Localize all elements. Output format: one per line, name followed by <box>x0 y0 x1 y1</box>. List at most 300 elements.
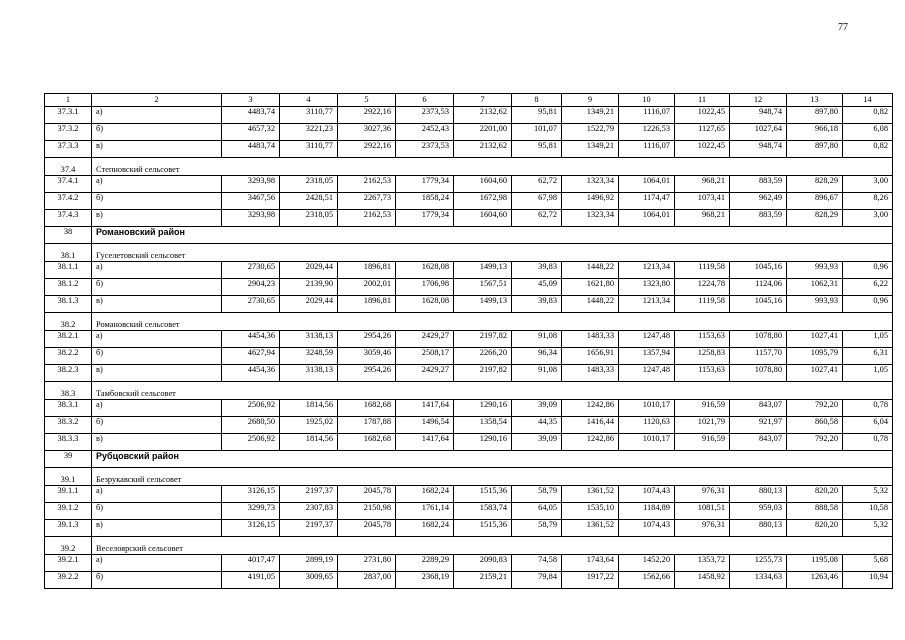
table-cell: 1153,63 <box>675 365 730 382</box>
table-cell: 1153,63 <box>675 331 730 348</box>
table-cell: 1361,52 <box>562 520 619 537</box>
settlement-name: Тамбовский сельсовет <box>92 382 893 400</box>
table-cell: 1628,08 <box>396 262 454 279</box>
table-cell: 1247,48 <box>619 331 675 348</box>
table-cell: 79,84 <box>512 572 562 589</box>
table-cell: 8,26 <box>843 193 893 210</box>
table-cell: 2954,26 <box>338 365 396 382</box>
table-cell: 948,74 <box>730 107 787 124</box>
table-cell: 921,97 <box>730 417 787 434</box>
table-cell: 39,09 <box>512 400 562 417</box>
table-cell: 1416,44 <box>562 417 619 434</box>
table-cell: 1896,81 <box>338 296 396 313</box>
table-cell: 1896,81 <box>338 262 396 279</box>
settlement-name: Романовский сельсовет <box>92 313 893 331</box>
table-cell: 4454,36 <box>222 331 280 348</box>
table-cell: 91,08 <box>512 365 562 382</box>
table-cell: 897,80 <box>787 107 843 124</box>
table-cell: 1027,41 <box>787 331 843 348</box>
table-cell: 1255,73 <box>730 555 787 572</box>
region-name: Романовский район <box>92 227 893 244</box>
column-header: 7 <box>454 94 512 107</box>
table-cell: 3248,59 <box>280 348 338 365</box>
table-cell: 58,79 <box>512 520 562 537</box>
row-code: 39.1.1 <box>45 486 92 503</box>
row-variant: в) <box>92 141 222 158</box>
table-cell: 2132,62 <box>454 141 512 158</box>
row-code: 38.3 <box>45 382 92 400</box>
table-cell: 95,81 <box>512 141 562 158</box>
table-cell: 896,67 <box>787 193 843 210</box>
table-cell: 3,00 <box>843 176 893 193</box>
row-variant: а) <box>92 176 222 193</box>
table-cell: 1124,06 <box>730 279 787 296</box>
table-cell: 67,98 <box>512 193 562 210</box>
table-cell: 2954,26 <box>338 331 396 348</box>
table-cell: 1078,80 <box>730 331 787 348</box>
table-cell: 1452,20 <box>619 555 675 572</box>
table-cell: 2162,53 <box>338 210 396 227</box>
table-row <box>45 572 893 589</box>
table-cell: 1323,34 <box>562 176 619 193</box>
settlement-row <box>45 158 893 176</box>
table-cell: 880,13 <box>730 520 787 537</box>
row-variant: б) <box>92 572 222 589</box>
table-cell: 1672,98 <box>454 193 512 210</box>
table-cell: 2139,90 <box>280 279 338 296</box>
table-cell: 3,00 <box>843 210 893 227</box>
table-cell: 2201,00 <box>454 124 512 141</box>
table-cell: 2162,53 <box>338 176 396 193</box>
table-cell: 888,58 <box>787 503 843 520</box>
table-cell: 3221,23 <box>280 124 338 141</box>
row-variant: б) <box>92 279 222 296</box>
row-code: 39.1.3 <box>45 520 92 537</box>
row-variant: б) <box>92 417 222 434</box>
table-cell: 1045,16 <box>730 296 787 313</box>
table-cell: 1496,54 <box>396 417 454 434</box>
table-cell: 1515,36 <box>454 486 512 503</box>
table-cell: 1157,70 <box>730 348 787 365</box>
table-cell: 3293,98 <box>222 176 280 193</box>
region-row <box>45 227 893 244</box>
table-cell: 1226,53 <box>619 124 675 141</box>
table-cell: 1334,63 <box>730 572 787 589</box>
table-cell: 1195,08 <box>787 555 843 572</box>
table-cell: 1290,16 <box>454 400 512 417</box>
table-cell: 2508,17 <box>396 348 454 365</box>
table-cell: 1064,01 <box>619 210 675 227</box>
table-cell: 2506,92 <box>222 400 280 417</box>
table-cell: 3059,46 <box>338 348 396 365</box>
table-cell: 1323,80 <box>619 279 675 296</box>
table-cell: 1010,17 <box>619 400 675 417</box>
row-variant: б) <box>92 503 222 520</box>
table-cell: 968,21 <box>675 176 730 193</box>
header-row <box>45 94 893 107</box>
table-cell: 0,82 <box>843 107 893 124</box>
table-cell: 1116,07 <box>619 141 675 158</box>
table-cell: 0,82 <box>843 141 893 158</box>
table-cell: 1,05 <box>843 331 893 348</box>
table-cell: 820,20 <box>787 520 843 537</box>
table-cell: 1010,17 <box>619 434 675 451</box>
table-cell: 1349,21 <box>562 141 619 158</box>
data-table <box>44 93 893 589</box>
table-cell: 2090,83 <box>454 555 512 572</box>
table-cell: 2680,50 <box>222 417 280 434</box>
table-cell: 3009,65 <box>280 572 338 589</box>
table-cell: 2267,73 <box>338 193 396 210</box>
table-cell: 1656,91 <box>562 348 619 365</box>
row-code: 38.2.2 <box>45 348 92 365</box>
table-cell: 1064,01 <box>619 176 675 193</box>
table-cell: 5,32 <box>843 520 893 537</box>
table-cell: 2428,51 <box>280 193 338 210</box>
table-cell: 4454,36 <box>222 365 280 382</box>
table-cell: 2132,62 <box>454 107 512 124</box>
table-cell: 843,07 <box>730 434 787 451</box>
table-cell: 1323,34 <box>562 210 619 227</box>
row-code: 39.1.2 <box>45 503 92 520</box>
table-cell: 1119,58 <box>675 262 730 279</box>
table-cell: 4483,74 <box>222 141 280 158</box>
row-code: 38.1.2 <box>45 279 92 296</box>
table-cell: 2002,01 <box>338 279 396 296</box>
table-cell: 1116,07 <box>619 107 675 124</box>
table-cell: 948,74 <box>730 141 787 158</box>
table-cell: 0,96 <box>843 262 893 279</box>
row-code: 38.2 <box>45 313 92 331</box>
table-cell: 1027,41 <box>787 365 843 382</box>
row-code: 37.3.3 <box>45 141 92 158</box>
row-variant: в) <box>92 520 222 537</box>
table-body <box>45 107 893 589</box>
table-cell: 1095,79 <box>787 348 843 365</box>
table-cell: 2429,27 <box>396 365 454 382</box>
table-cell: 6,08 <box>843 124 893 141</box>
table-row <box>45 331 893 348</box>
table-row <box>45 434 893 451</box>
row-code: 38.1 <box>45 244 92 262</box>
table-row <box>45 486 893 503</box>
table-cell: 1247,48 <box>619 365 675 382</box>
row-variant: в) <box>92 210 222 227</box>
table-cell: 1062,31 <box>787 279 843 296</box>
table-cell: 3027,36 <box>338 124 396 141</box>
table-cell: 1074,43 <box>619 486 675 503</box>
table-cell: 1027,64 <box>730 124 787 141</box>
table-cell: 1567,51 <box>454 279 512 296</box>
table-row <box>45 210 893 227</box>
table-row <box>45 503 893 520</box>
table-row <box>45 400 893 417</box>
settlement-row <box>45 313 893 331</box>
region-name: Рубцовский район <box>92 451 893 468</box>
table-row <box>45 262 893 279</box>
table-row <box>45 193 893 210</box>
row-code: 39.2.2 <box>45 572 92 589</box>
row-variant: б) <box>92 124 222 141</box>
table-cell: 1499,13 <box>454 296 512 313</box>
settlement-name: Гуселетовский сельсовет <box>92 244 893 262</box>
table-cell: 1213,34 <box>619 262 675 279</box>
table-row <box>45 348 893 365</box>
table-cell: 3110,77 <box>280 141 338 158</box>
table-cell: 1242,86 <box>562 434 619 451</box>
table-cell: 5,68 <box>843 555 893 572</box>
table-cell: 2922,16 <box>338 141 396 158</box>
table-cell: 2837,00 <box>338 572 396 589</box>
row-variant: в) <box>92 434 222 451</box>
table-cell: 792,20 <box>787 434 843 451</box>
table-cell: 1448,22 <box>562 262 619 279</box>
row-variant: в) <box>92 365 222 382</box>
table-row <box>45 176 893 193</box>
table-cell: 6,31 <box>843 348 893 365</box>
table-cell: 58,79 <box>512 486 562 503</box>
table-cell: 792,20 <box>787 400 843 417</box>
table-cell: 1515,36 <box>454 520 512 537</box>
row-code: 38.1.1 <box>45 262 92 279</box>
settlement-row <box>45 468 893 486</box>
row-code: 38.2.1 <box>45 331 92 348</box>
table-cell: 2045,78 <box>338 520 396 537</box>
table-cell: 1417,64 <box>396 434 454 451</box>
row-variant: а) <box>92 331 222 348</box>
table-row <box>45 417 893 434</box>
table-cell: 2159,21 <box>454 572 512 589</box>
table-cell: 2045,78 <box>338 486 396 503</box>
table-cell: 976,31 <box>675 486 730 503</box>
page-number: 77 <box>838 22 848 33</box>
table-cell: 4627,94 <box>222 348 280 365</box>
table-cell: 966,18 <box>787 124 843 141</box>
table-cell: 2318,05 <box>280 210 338 227</box>
column-header: 8 <box>512 94 562 107</box>
settlement-row <box>45 382 893 400</box>
table-cell: 1290,16 <box>454 434 512 451</box>
table-cell: 1925,02 <box>280 417 338 434</box>
row-variant: а) <box>92 262 222 279</box>
row-code: 37.4.3 <box>45 210 92 227</box>
table-cell: 916,59 <box>675 400 730 417</box>
table-cell: 1074,43 <box>619 520 675 537</box>
table-cell: 2029,44 <box>280 296 338 313</box>
row-variant: а) <box>92 486 222 503</box>
table-cell: 1045,16 <box>730 262 787 279</box>
table-cell: 74,58 <box>512 555 562 572</box>
table-cell: 1258,83 <box>675 348 730 365</box>
row-code: 37.4.1 <box>45 176 92 193</box>
row-code: 38 <box>45 227 92 244</box>
table-cell: 976,31 <box>675 520 730 537</box>
table-cell: 1448,22 <box>562 296 619 313</box>
settlement-name: Веселоярский сельсовет <box>92 537 893 555</box>
table-row <box>45 520 893 537</box>
table-cell: 62,72 <box>512 210 562 227</box>
table-cell: 1628,08 <box>396 296 454 313</box>
table-cell: 96,34 <box>512 348 562 365</box>
table-cell: 916,59 <box>675 434 730 451</box>
table-cell: 1858,24 <box>396 193 454 210</box>
table-cell: 2368,19 <box>396 572 454 589</box>
table-cell: 2922,16 <box>338 107 396 124</box>
table-cell: 2373,53 <box>396 107 454 124</box>
table-cell: 1706,98 <box>396 279 454 296</box>
table-row <box>45 365 893 382</box>
table-cell: 39,09 <box>512 434 562 451</box>
table-cell: 2506,92 <box>222 434 280 451</box>
row-code: 38.1.3 <box>45 296 92 313</box>
table-cell: 2730,65 <box>222 262 280 279</box>
table-row <box>45 296 893 313</box>
table-cell: 860,58 <box>787 417 843 434</box>
table-cell: 4017,47 <box>222 555 280 572</box>
table-cell: 2266,20 <box>454 348 512 365</box>
region-row <box>45 451 893 468</box>
table-cell: 1119,58 <box>675 296 730 313</box>
table-cell: 1483,33 <box>562 365 619 382</box>
table-cell: 1073,41 <box>675 193 730 210</box>
table-cell: 39,83 <box>512 296 562 313</box>
table-cell: 1787,88 <box>338 417 396 434</box>
column-header: 11 <box>675 94 730 107</box>
table-cell: 993,93 <box>787 296 843 313</box>
row-code: 38.3.3 <box>45 434 92 451</box>
column-header: 10 <box>619 94 675 107</box>
table-cell: 95,81 <box>512 107 562 124</box>
table-cell: 2307,83 <box>280 503 338 520</box>
table-cell: 6,22 <box>843 279 893 296</box>
table-cell: 1496,92 <box>562 193 619 210</box>
table-cell: 101,07 <box>512 124 562 141</box>
table-cell: 1761,14 <box>396 503 454 520</box>
column-header: 9 <box>562 94 619 107</box>
table-cell: 1583,74 <box>454 503 512 520</box>
table-cell: 0,78 <box>843 434 893 451</box>
table-cell: 1604,60 <box>454 176 512 193</box>
row-variant: б) <box>92 193 222 210</box>
table-cell: 1022,45 <box>675 141 730 158</box>
table-cell: 1022,45 <box>675 107 730 124</box>
table-cell: 1224,78 <box>675 279 730 296</box>
column-header: 13 <box>787 94 843 107</box>
table-cell: 1078,80 <box>730 365 787 382</box>
table-cell: 3293,98 <box>222 210 280 227</box>
table-cell: 3138,13 <box>280 365 338 382</box>
table-cell: 1779,34 <box>396 210 454 227</box>
table-cell: 2289,29 <box>396 555 454 572</box>
table-cell: 1127,65 <box>675 124 730 141</box>
column-header: 2 <box>92 94 222 107</box>
table-cell: 2197,82 <box>454 365 512 382</box>
row-code: 39.1 <box>45 468 92 486</box>
column-header: 6 <box>396 94 454 107</box>
table-cell: 1,05 <box>843 365 893 382</box>
column-header: 4 <box>280 94 338 107</box>
table-cell: 1522,79 <box>562 124 619 141</box>
table-cell: 1213,34 <box>619 296 675 313</box>
table-cell: 2731,80 <box>338 555 396 572</box>
table-cell: 1814,56 <box>280 434 338 451</box>
column-header: 1 <box>45 94 92 107</box>
table-cell: 1779,34 <box>396 176 454 193</box>
row-code: 37.3.1 <box>45 107 92 124</box>
table-cell: 4483,74 <box>222 107 280 124</box>
table-cell: 2904,23 <box>222 279 280 296</box>
table-cell: 1417,64 <box>396 400 454 417</box>
table-cell: 45,09 <box>512 279 562 296</box>
table-cell: 5,32 <box>843 486 893 503</box>
table-cell: 3110,77 <box>280 107 338 124</box>
table-cell: 1682,24 <box>396 486 454 503</box>
row-code: 37.4.2 <box>45 193 92 210</box>
table-cell: 44,35 <box>512 417 562 434</box>
settlement-name: Степновский сельсовет <box>92 158 893 176</box>
table-cell: 1814,56 <box>280 400 338 417</box>
table-cell: 3467,56 <box>222 193 280 210</box>
table-cell: 2318,05 <box>280 176 338 193</box>
table-cell: 1021,79 <box>675 417 730 434</box>
table-cell: 3126,15 <box>222 486 280 503</box>
table-cell: 1184,89 <box>619 503 675 520</box>
table-cell: 1120,63 <box>619 417 675 434</box>
table-cell: 3138,13 <box>280 331 338 348</box>
table-cell: 828,29 <box>787 210 843 227</box>
table-cell: 2429,27 <box>396 331 454 348</box>
table-cell: 1358,54 <box>454 417 512 434</box>
table-cell: 820,20 <box>787 486 843 503</box>
settlement-row <box>45 537 893 555</box>
table-cell: 1682,68 <box>338 400 396 417</box>
table-row <box>45 141 893 158</box>
row-variant: а) <box>92 400 222 417</box>
table-cell: 1562,66 <box>619 572 675 589</box>
row-variant: а) <box>92 555 222 572</box>
table-cell: 2452,43 <box>396 124 454 141</box>
table-cell: 1917,22 <box>562 572 619 589</box>
table-cell: 2197,82 <box>454 331 512 348</box>
table-cell: 39,83 <box>512 262 562 279</box>
table-cell: 1535,10 <box>562 503 619 520</box>
table-cell: 1604,60 <box>454 210 512 227</box>
table-cell: 1242,86 <box>562 400 619 417</box>
table-cell: 6,04 <box>843 417 893 434</box>
table-cell: 2150,98 <box>338 503 396 520</box>
table-cell: 1682,68 <box>338 434 396 451</box>
table-cell: 3126,15 <box>222 520 280 537</box>
row-code: 39 <box>45 451 92 468</box>
table-cell: 1743,64 <box>562 555 619 572</box>
table-cell: 2197,37 <box>280 486 338 503</box>
table-row <box>45 279 893 296</box>
table-cell: 1353,72 <box>675 555 730 572</box>
row-code: 39.2.1 <box>45 555 92 572</box>
table-cell: 10,58 <box>843 503 893 520</box>
table-cell: 880,13 <box>730 486 787 503</box>
table-row <box>45 555 893 572</box>
row-code: 38.3.2 <box>45 417 92 434</box>
table-cell: 4657,32 <box>222 124 280 141</box>
table-cell: 883,59 <box>730 176 787 193</box>
table-cell: 1483,33 <box>562 331 619 348</box>
row-code: 38.3.1 <box>45 400 92 417</box>
row-code: 37.3.2 <box>45 124 92 141</box>
settlement-row <box>45 244 893 262</box>
table-cell: 1621,80 <box>562 279 619 296</box>
table-cell: 4191,05 <box>222 572 280 589</box>
